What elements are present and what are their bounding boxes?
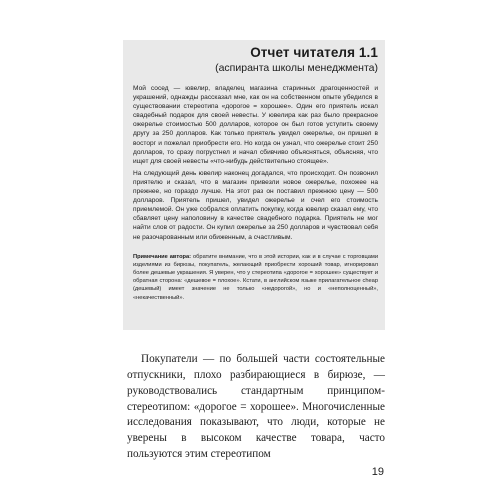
main-paragraph: Покупатели — по большей части состоятельные отпускники, плохо разбирающиеся в бирюзе, — руководствовались стандартным принципом-стереотипом: «дорогое = хорошее». Многочисленные исследования показывают, что люди, которые не уверены в высоком качестве товара, часто пользуются этим стереотипом (127, 353, 385, 460)
author-note-text: обратите внимание, что в этой истории, как и в случае с торговцами изделиями из бирюзы, покупатель, желающий приобрести хороший товар, игнорировал более дешевые украшения. Я уверен, что у стереотипа «дорогое = хорошее» существует и обратная сторона: «дешевое = плохое». Кстати, в английском языке прилагательное cheap (дешевый) имеет значение не только «недорогой», но и «неполноценный», «некачественный». (133, 253, 378, 301)
reader-report-sidebar (123, 40, 385, 330)
author-note-label: Примечание автора: (133, 253, 192, 260)
author-note (133, 253, 378, 302)
sidebar-paragraph-1: Мой сосед — ювелир, владелец магазина старинных драгоценностей и украшений, однажды рассказал мне, как он на собственном опыте убедился в существовании стереотипа «дорогое = хорошее». Один его приятель искал свадебный подарок для своей невесты. У ювелира как раз было прекрасное ожерелье стоимостью 500 долларов, которое он был готов уступить своему другу за 250 долларов. Как только приятель увидел ожерелье, он пришел в восторг и пожелал приобрести его. Но когда он узнал, что ожерелье стоит 250 долларов, то сразу погрустнел и начал сбивчиво объясняться, объясняя, что ищет для своей невесты «что-нибудь действительно стоящее». (133, 85, 378, 165)
sidebar-title: Отчет читателя 1.1 (250, 45, 378, 60)
sidebar-subtitle: (аспиранта школы менеджмента) (215, 62, 378, 74)
sidebar-header (133, 45, 378, 75)
page-number: 19 (371, 466, 384, 478)
sidebar-paragraph-2: На следующий день ювелир наконец догадался, что происходит. Он позвонил приятелю и сказал, что в магазин привезли новое ожерелье, похожее на прежнее, но гораздо лучше. На этот раз он поставил прежнюю цену — 500 долларов. Приятель пришел, увидел ожерелье и счел его стоимость приемлемой. Он уже собрался оплатить покупку, когда ювелир сказал ему, что сбавляет цену наполовину в качестве свадебного подарка. Приятель не мог найти слов от радости. Он купил ожерелье за 250 долларов и чувствовал себя не разочарованным или обиженным, а счастливым. (133, 169, 378, 241)
